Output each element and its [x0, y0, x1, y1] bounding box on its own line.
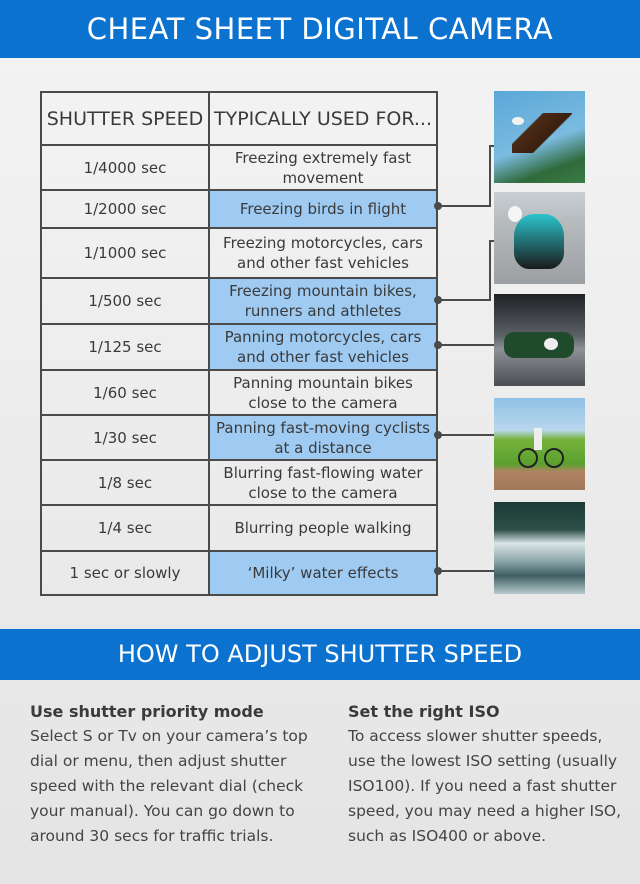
usage-cell: Panning fast-moving cyclists at a distance — [209, 415, 437, 460]
cyclist-photo — [494, 398, 585, 490]
motorcycle-photo — [494, 192, 585, 284]
tip-shutter-priority — [30, 700, 320, 849]
table-row — [41, 145, 437, 190]
eagle-photo — [494, 91, 585, 183]
shutter-speed-cell: 1/2000 sec — [41, 190, 209, 228]
table-row — [41, 228, 437, 278]
connector-line — [489, 240, 491, 301]
shutter-speed-cell: 1/60 sec — [41, 370, 209, 415]
shutter-speed-cell: 1/30 sec — [41, 415, 209, 460]
shutter-speed-cell: 1/125 sec — [41, 324, 209, 370]
table-row — [41, 460, 437, 505]
shutter-speed-cell: 1/1000 sec — [41, 228, 209, 278]
table-row — [41, 278, 437, 324]
connector-line — [489, 240, 494, 242]
table-row — [41, 505, 437, 551]
table-row — [41, 324, 437, 370]
connector-line — [438, 205, 490, 207]
page-title: CHEAT SHEET DIGITAL CAMERA — [0, 0, 640, 58]
section-title: HOW TO ADJUST SHUTTER SPEED — [0, 629, 640, 680]
connector-line — [438, 344, 494, 346]
shutter-speed-cell: 1 sec or slowly — [41, 551, 209, 595]
connector-line — [489, 145, 494, 147]
connector-line — [438, 434, 494, 436]
shutter-speed-cell: 1/500 sec — [41, 278, 209, 324]
table-row — [41, 370, 437, 415]
table-row — [41, 190, 437, 228]
race-car-photo — [494, 294, 585, 386]
usage-cell: Freezing extremely fast movement — [209, 145, 437, 190]
tip-body: To access slower shutter speeds, use the lowest ISO setting (usually ISO100). If you need a fast shutter speed, you may need a higher ISO, such as ISO400 or above. — [348, 727, 622, 845]
shutter-speed-cell: 1/8 sec — [41, 460, 209, 505]
tip-body: Select S or Tv on your camera’s top dial or menu, then adjust shutter speed with the relevant dial (check your manual). You can go down to around 30 secs for traffic trials. — [30, 727, 308, 845]
usage-cell: Blurring people walking — [209, 505, 437, 551]
table-row — [41, 415, 437, 460]
shutter-speed-cell: 1/4 sec — [41, 505, 209, 551]
shutter-speed-table — [40, 91, 438, 596]
tip-iso — [348, 700, 628, 849]
usage-cell: Freezing birds in flight — [209, 190, 437, 228]
usage-cell: ‘Milky’ water effects — [209, 551, 437, 595]
usage-cell: Panning motorcycles, cars and other fast vehicles — [209, 324, 437, 370]
header-typically-used-for: TYPICALLY USED FOR... — [209, 92, 437, 145]
header-shutter-speed: SHUTTER SPEED — [41, 92, 209, 145]
connector-line — [438, 299, 490, 301]
table-row — [41, 551, 437, 595]
connector-line — [489, 145, 491, 207]
usage-cell: Freezing motorcycles, cars and other fast vehicles — [209, 228, 437, 278]
usage-cell: Freezing mountain bikes, runners and athletes — [209, 278, 437, 324]
tip-heading: Set the right ISO — [348, 702, 500, 721]
tip-heading: Use shutter priority mode — [30, 702, 264, 721]
shutter-speed-cell: 1/4000 sec — [41, 145, 209, 190]
usage-cell: Blurring fast-flowing water close to the camera — [209, 460, 437, 505]
connector-line — [438, 570, 494, 572]
usage-cell: Panning mountain bikes close to the camera — [209, 370, 437, 415]
waterfall-photo — [494, 502, 585, 594]
